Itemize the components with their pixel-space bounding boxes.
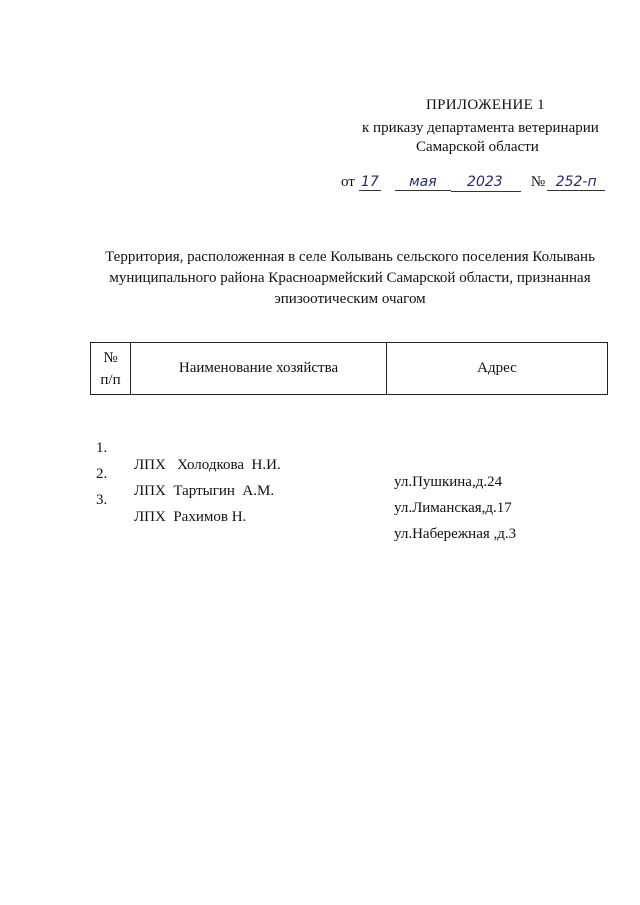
handwritten-month: мая — [395, 175, 451, 191]
item-farm-name: ЛПХ Холодкова Н.И. — [134, 457, 281, 473]
handwritten-day: 17 — [359, 175, 381, 191]
document-heading — [90, 247, 610, 310]
item-address: ул.Пушкина,д.24 — [394, 474, 503, 490]
heading-line-1: Территория, расположенная в селе Колывань сельского поселения Колывань — [105, 249, 595, 265]
col-number-line-2: п/п — [100, 371, 121, 388]
item-number: 3. — [96, 492, 108, 508]
date-from-label: от — [341, 174, 355, 190]
col-name-header: Наименование хозяйства — [131, 343, 387, 395]
handwritten-number: 252-п — [547, 175, 605, 191]
item-address: ул.Лиманская,д.17 — [394, 500, 512, 516]
item-number: 2. — [96, 466, 108, 482]
col-number-header — [91, 343, 131, 395]
table-header-row — [91, 343, 608, 395]
handwritten-year: 2023 — [467, 174, 503, 190]
appendix-order-line: к приказу департамента ветеринарии — [362, 120, 599, 136]
header-table — [90, 342, 608, 395]
col-address-header: Адрес — [387, 343, 608, 395]
appendix-title: ПРИЛОЖЕНИЕ 1 — [426, 97, 545, 113]
item-farm-name: ЛПХ Рахимов Н. — [134, 509, 247, 525]
item-address: ул.Набережная ,д.3 — [394, 526, 517, 542]
year-underline — [451, 174, 521, 192]
order-dateline — [341, 174, 605, 192]
number-label: № — [530, 174, 546, 190]
col-number-line-1: № — [103, 349, 118, 366]
item-number: 1. — [96, 440, 108, 456]
heading-line-3: эпизоотическим очагом — [274, 291, 426, 307]
appendix-region-line: Самарской области — [416, 139, 539, 155]
item-farm-name: ЛПХ Тартыгин А.М. — [134, 483, 275, 499]
heading-line-2: муниципального района Красноармейский Самарской области, признанная — [109, 270, 591, 286]
